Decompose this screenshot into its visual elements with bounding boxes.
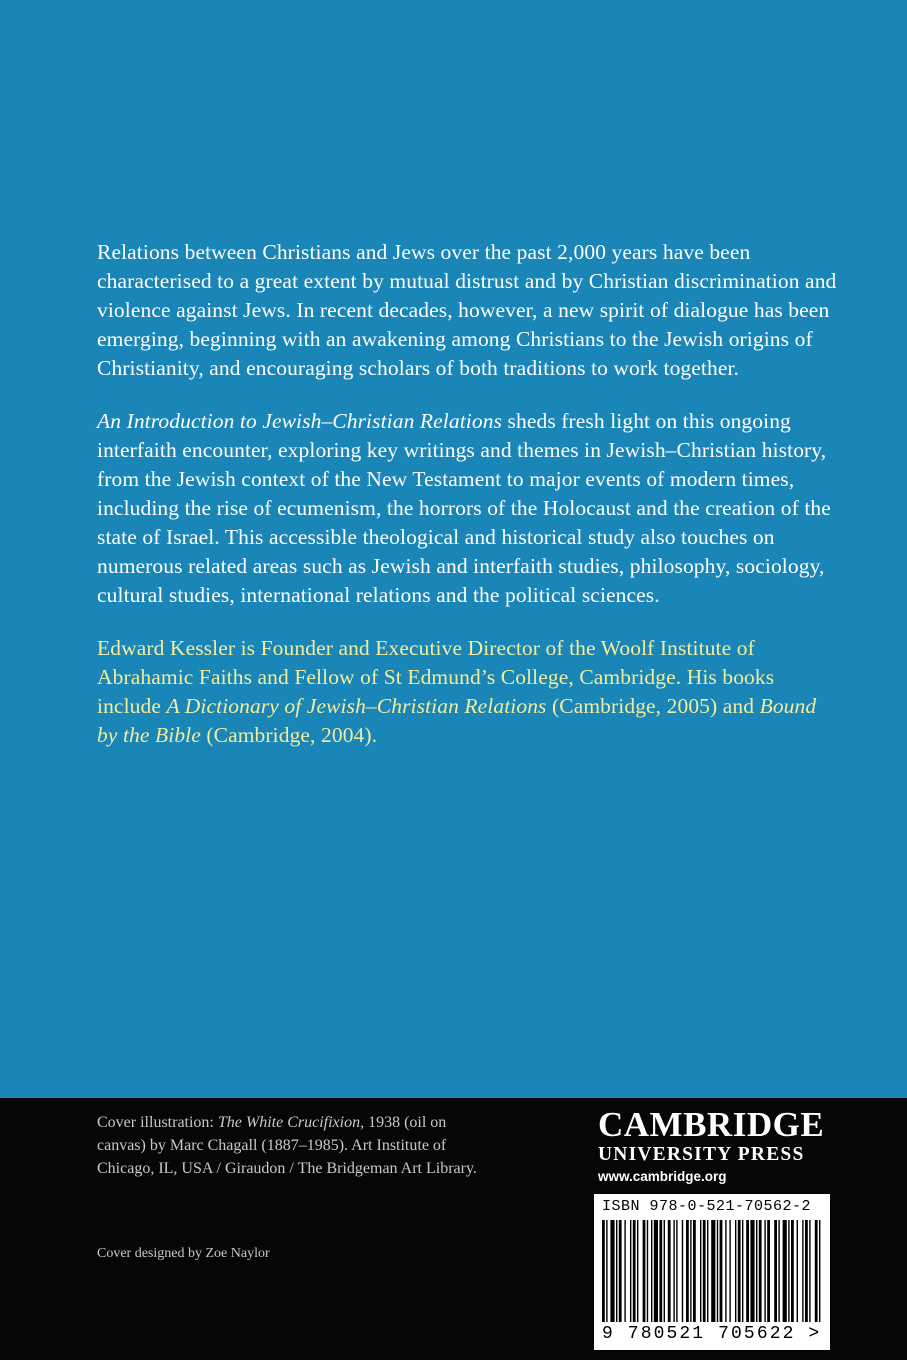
barcode-stripe	[764, 1220, 765, 1322]
barcode-stripe	[637, 1220, 638, 1322]
barcode-stripe	[717, 1220, 718, 1322]
barcode-stripe	[774, 1220, 777, 1322]
barcode-stripe	[802, 1220, 803, 1322]
barcode-stripe	[819, 1220, 820, 1322]
barcode-stripe	[686, 1220, 689, 1322]
barcode-stripe	[673, 1220, 674, 1322]
barcode-stripe	[619, 1220, 622, 1322]
barcode-stripe	[725, 1220, 726, 1322]
blurb-paragraph-2	[97, 407, 837, 610]
barcode-stripe	[668, 1220, 671, 1322]
barcode-stripe	[602, 1220, 605, 1322]
barcode-stripe	[659, 1220, 662, 1322]
book-title: An Introduction to Jewish–Christian Relations	[97, 409, 503, 433]
credit-artwork-title: The White Crucifixion	[217, 1114, 361, 1131]
barcode-stripe	[606, 1220, 607, 1322]
barcode-stripe	[693, 1220, 696, 1322]
barcode-stripe	[700, 1220, 701, 1322]
barcode-stripe	[797, 1220, 798, 1322]
author-bio	[97, 634, 837, 750]
barcode-stripe	[756, 1220, 757, 1322]
isbn-barcode	[594, 1194, 830, 1350]
publisher-press: UNIVERSITY PRESS	[598, 1144, 805, 1165]
credit-prefix: Cover illustration:	[97, 1114, 218, 1131]
barcode-stripe	[651, 1220, 652, 1322]
barcode-stripe	[616, 1220, 617, 1322]
barcode-stripe	[783, 1220, 787, 1322]
author-bio-text-a: Edward Kessler is Founder and Executive Director of the Woolf Institute of Abrahamic Faiths and Fellow of St Edmund’s College, Cambridge. His books include	[97, 636, 775, 718]
barcode-stripe	[742, 1220, 743, 1322]
barcode-stripe	[707, 1220, 708, 1322]
barcode-stripe	[759, 1220, 762, 1322]
barcode-stripe	[791, 1220, 794, 1322]
author-bio-text-c: (Cambridge, 2004).	[200, 723, 378, 747]
barcode-stripe	[703, 1220, 706, 1322]
barcode-stripe	[767, 1220, 770, 1322]
barcode-stripe	[805, 1220, 808, 1322]
barcode-stripe	[720, 1220, 723, 1322]
barcode-stripe	[664, 1220, 665, 1322]
barcode-stripe	[676, 1220, 677, 1322]
isbn-digits: 9 780521 705622 >	[602, 1324, 822, 1344]
barcode-stripe	[809, 1220, 810, 1322]
barcode-stripe	[711, 1220, 715, 1322]
cover-designer-credit: Cover designed by Zoe Naylor	[97, 1246, 270, 1261]
barcode-stripe	[735, 1220, 736, 1322]
blurb-paragraph-2-text: sheds fresh light on this ongoing interfaith encounter, exploring key writings and themes in Jewish–Christian history, from the Jewish context of the New Testament to major events of modern times, including the rise of ecumenism, the horrors of the Holocaust and the creation of the state of Israel. This accessible theological and historical study also touches on numerous related areas such as Jewish and interfaith studies, philosophy, sociology, cultural studies, international relations and the political sciences.	[97, 409, 831, 607]
publisher-logo	[598, 1106, 828, 1184]
credit-details: , 1938 (oil on canvas) by Marc Chagall (1887–1985). Art Institute of Chicago, IL, USA / Giraudon / The Bridgeman Art Library.	[97, 1114, 477, 1177]
barcode-stripe	[643, 1220, 646, 1322]
barcode-stripe	[633, 1220, 636, 1322]
barcode-stripe	[647, 1220, 648, 1322]
barcode-stripe	[738, 1220, 741, 1322]
barcode-stripe	[729, 1220, 730, 1322]
author-book-1: A Dictionary of Jewish–Christian Relations	[166, 694, 547, 718]
barcode-stripe	[750, 1220, 754, 1322]
barcode-stripe	[630, 1220, 631, 1322]
barcode-stripe	[788, 1220, 789, 1322]
barcode-stripe	[815, 1220, 818, 1322]
barcode-stripe	[654, 1220, 658, 1322]
cover-blurb	[97, 238, 837, 774]
cover-illustration-credit	[97, 1111, 497, 1180]
barcode-stripe	[690, 1220, 691, 1322]
barcode-stripe	[682, 1220, 683, 1322]
isbn-label: ISBN 978-0-521-70562-2	[602, 1198, 812, 1215]
blurb-paragraph-1: Relations between Christians and Jews over the past 2,000 years have been characterised to a great extent by mutual distrust and by Christian discrimination and violence against Jews. In recent decades, however, a new spirit of dialogue has been emerging, beginning with an awakening among Christians to the Jewish origins of Christianity, and encouraging scholars of both traditions to work together.	[97, 240, 837, 380]
barcode-stripe	[778, 1220, 779, 1322]
barcode-stripe	[624, 1220, 625, 1322]
barcode-stripe	[746, 1220, 749, 1322]
publisher-name: CAMBRIDGE	[598, 1105, 825, 1144]
barcode-bars	[602, 1220, 822, 1324]
author-book-2: Bound by the Bible	[97, 694, 817, 747]
barcode-stripe	[610, 1220, 614, 1322]
author-bio-text-b: (Cambridge, 2005) and	[546, 694, 760, 718]
publisher-url: www.cambridge.org	[598, 1169, 727, 1184]
